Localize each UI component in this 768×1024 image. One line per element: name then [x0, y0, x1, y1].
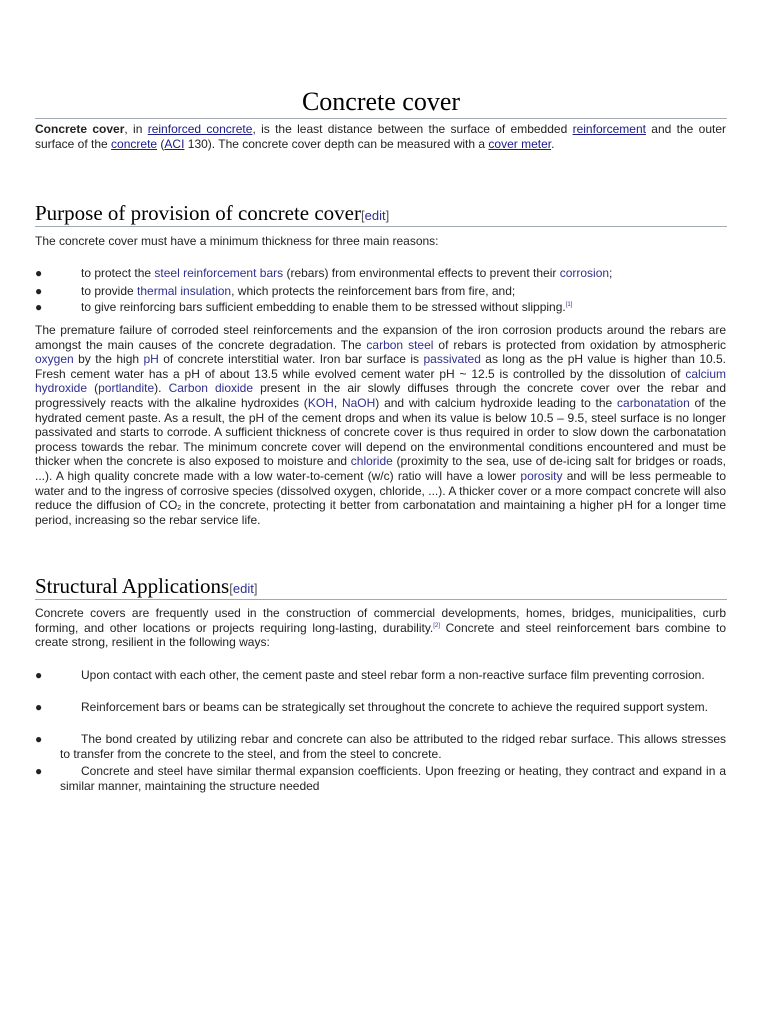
- section-divider-structural: [35, 599, 727, 600]
- link-carbon-dioxide[interactable]: Carbon dioxide: [168, 381, 254, 396]
- list-item: ● Upon contact with each other, the cement paste and steel rebar form a non-reactive surface film preventing corrosion.: [35, 668, 705, 682]
- link-ph[interactable]: pH: [143, 352, 159, 367]
- link-chloride[interactable]: chloride: [350, 454, 393, 469]
- link-concrete[interactable]: concrete: [111, 136, 158, 151]
- intro-paragraph: Concrete cover, in reinforced concrete, is the least distance between the surface of embedded reinforcement and the outer surface of the concrete (ACI 130). The concrete cover depth can be measured with a cover meter.: [35, 122, 727, 151]
- list-item: ● to protect the steel reinforcement bars (rebars) from environmental effects to prevent their corrosion;: [35, 266, 613, 280]
- title-divider: [35, 118, 727, 119]
- bullet-icon: ●: [35, 668, 43, 682]
- reference-link-1[interactable]: [1]: [565, 302, 573, 308]
- link-cover-meter[interactable]: cover meter: [488, 136, 552, 151]
- section-divider-purpose: [35, 226, 727, 227]
- edit-link-purpose[interactable]: edit: [364, 208, 386, 223]
- list-item: ● to give reinforcing bars sufficient embedding to enable them to be stressed without slipping.[1]: [35, 300, 573, 314]
- page-title: Concrete cover: [301, 87, 461, 116]
- link-calcium-hydroxide[interactable]: calcium hydroxide: [35, 366, 726, 396]
- structural-paragraph: Concrete covers are frequently used in the construction of commercial developments, homes, bridges, municipalities, curb forming, and other locations or projects requiring long-lasting, durability.[2] Concrete and steel reinforcement bars combine to create strong, resilient in the following ways:: [35, 606, 726, 650]
- edit-link-structural[interactable]: edit: [232, 581, 254, 596]
- link-portlandite[interactable]: portlandite: [98, 381, 155, 396]
- link-corrosion[interactable]: corrosion: [559, 266, 610, 280]
- link-carbon-steel[interactable]: carbon steel: [366, 337, 434, 352]
- bullet-icon: ●: [35, 300, 43, 314]
- link-steel-reinforcement-bars[interactable]: steel reinforcement bars: [154, 266, 284, 280]
- link-reinforced-concrete[interactable]: reinforced concrete: [147, 122, 253, 136]
- link-carbonatation[interactable]: carbonatation: [617, 395, 690, 410]
- list-item: ● to provide thermal insulation, which protects the reinforcement bars from fire, and;: [35, 284, 516, 298]
- link-aci[interactable]: ACI: [164, 136, 185, 151]
- bullet-icon: ●: [35, 266, 43, 280]
- link-porosity[interactable]: porosity: [520, 468, 563, 483]
- list-item: ● Reinforcement bars or beams can be strategically set throughout the concrete to achieve the required support system.: [35, 700, 708, 714]
- link-oxygen[interactable]: oxygen: [35, 352, 74, 367]
- list-item: ● Concrete and steel have similar thermal expansion coefficients. Upon freezing or heating, they contract and expand in a similar manner, maintaining the structure needed: [35, 764, 726, 793]
- reference-link-2[interactable]: [2]: [433, 622, 440, 629]
- list-item: ● The bond created by utilizing rebar and concrete can also be attributed to the ridged rebar surface. This allows stresses to transfer from the concrete to the steel, and from the steel to concrete.: [35, 732, 726, 761]
- bullet-icon: ●: [35, 732, 43, 746]
- intro-term: Concrete cover: [35, 122, 125, 136]
- purpose-paragraph: The premature failure of corroded steel reinforcements and the expansion of the iron corrosion products around the rebars are amongst the main causes of the concrete degradation. The carbon steel of rebars is protected from oxidation by atmospheric oxygen by the high pH of concrete interstitial water. Iron bar surface is passivated as long as the pH value is higher than 10.5. Fresh cement water has a pH of about 13.5 while evolved cement water pH ~ 12.5 is controlled by the dissolution of calcium hydroxide (portlandite). Carbon dioxide present in the air slowly diffuses through the concrete cover over the rebar and progressively reacts with the alkaline hydroxides (KOH, NaOH) and with calcium hydroxide leading to the carbonatation of the hydrated cement paste. As a result, the pH of the cement drops and when its value is below 10.5 – 9.5, steel surface is no longer passivated and starts to corrode. A sufficient thickness of concrete cover is thus required in order to slow down the carbonatation process towards the rebar. The minimum concrete cover will depend on the environmental conditions encountered and must be thicker when the concrete is also exposed to moisture and chloride (proximity to the sea, use of de-icing salt for bridges or roads, ...). A high quality concrete made with a low water-to-cement (w/c) ratio will have a lower porosity and will be less permeable to water and to the ingress of corrosive species (dissolved oxygen, chloride, ...). A thicker cover or a more compact concrete will also reduce the diffusion of $CO_2$ in the concrete, protecting it better from carbonatation and maintaining a higher pH for a longer time period, increasing so the rebar service life.: [35, 323, 727, 527]
- link-naoh[interactable]: NaOH: [341, 395, 376, 410]
- section-heading-structural: Structural Applications[edit]: [35, 574, 258, 598]
- bullet-icon: ●: [35, 284, 43, 298]
- section-heading-purpose: Purpose of provision of concrete cover[edit]: [35, 201, 390, 225]
- bullet-icon: ●: [35, 764, 43, 778]
- bullet-icon: ●: [35, 700, 43, 714]
- link-thermal-insulation[interactable]: thermal insulation: [137, 284, 232, 298]
- link-koh[interactable]: KOH: [307, 395, 334, 410]
- link-passivated[interactable]: passivated: [423, 352, 481, 367]
- link-reinforcement[interactable]: reinforcement: [572, 122, 646, 136]
- purpose-lead: The concrete cover must have a minimum thickness for three main reasons:: [35, 234, 439, 248]
